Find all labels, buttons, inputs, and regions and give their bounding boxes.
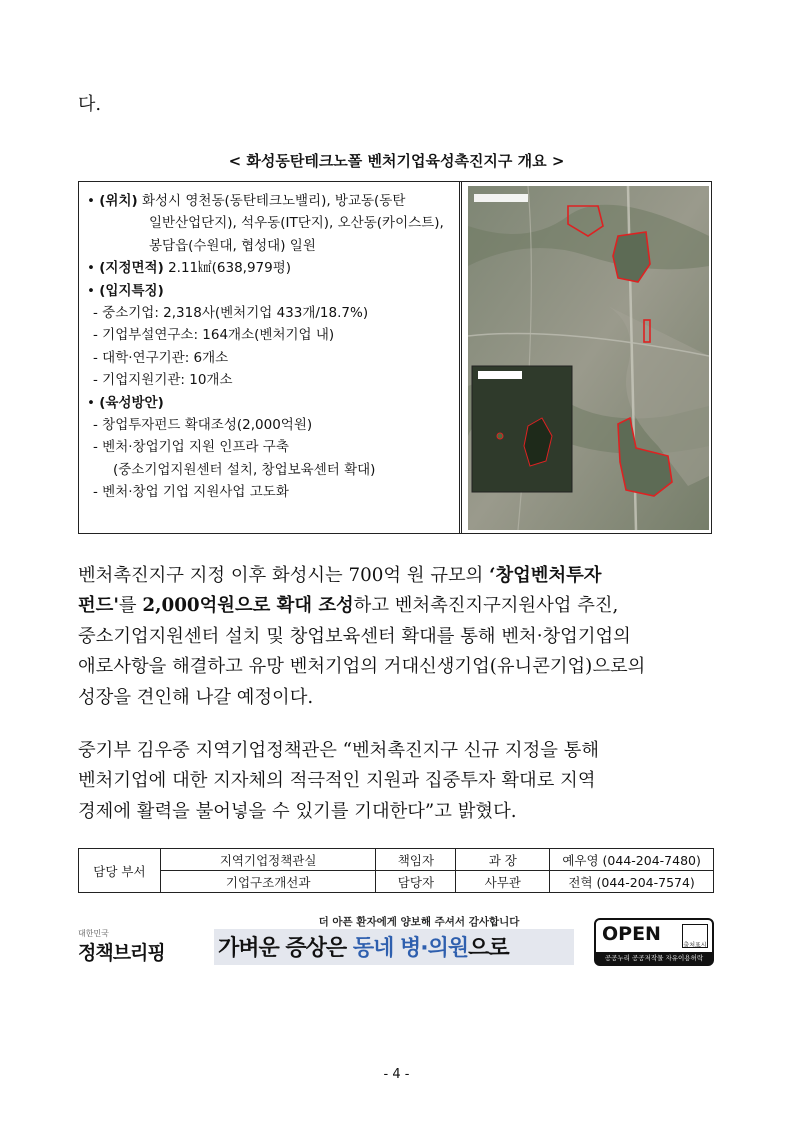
overview-text-panel [79, 182, 462, 533]
open-license-badge [594, 918, 714, 966]
dept-label: 담당 부서 [79, 849, 161, 893]
plan-heading: • (육성방안) [87, 394, 164, 411]
location-line2: 일반산업단지), 석우동(IT단지), 오산동(카이스트), [149, 215, 444, 232]
feature-item: - 중소기업: 2,318사(벤처기업 433개/18.7%) [93, 305, 369, 322]
role-label: 담당자 [376, 871, 456, 893]
plan-item: (중소기업지원센터 설치, 창업보육센터 확대) [113, 461, 376, 478]
position-title: 과 장 [456, 849, 550, 871]
attribution-icon: 출처표시 [682, 924, 708, 948]
contact-person: 예우영 (044-204-7480) [550, 849, 714, 871]
role-label: 책임자 [376, 849, 456, 871]
dept-name: 기업구조개선과 [160, 871, 376, 893]
contact-person: 전혁 (044-204-7574) [550, 871, 714, 893]
plan-item: - 창업투자펀드 확대조성(2,000억원) [93, 417, 313, 434]
lead-text: 다. [78, 94, 102, 115]
page-number: - 4 - [383, 1067, 410, 1082]
briefing-logo: 정책브리핑 [78, 942, 165, 964]
feature-item: - 대학·연구기관: 6개소 [93, 349, 229, 366]
banner-tagline: 더 아픈 환자에게 양보해 주셔서 감사합니다 [318, 916, 520, 928]
policy-banner [78, 914, 714, 970]
brand-small-text: 대한민국 [78, 929, 109, 938]
features-heading: • (입지특징) [87, 282, 164, 299]
contact-table [78, 848, 714, 893]
feature-item: - 기업부설연구소: 164개소(벤처기업 내) [93, 327, 335, 344]
plan-item: - 벤처·창업 기업 지원사업 고도화 [93, 484, 289, 501]
feature-item: - 기업지원기관: 10개소 [93, 372, 233, 389]
area-row: • (지정면적) 2.11㎢(638,979평) [87, 260, 292, 277]
location-row: • (위치) 화성시 영천동(동탄테크노밸리), 방교동(동탄 [87, 193, 406, 209]
open-logo-text: OPEN [602, 923, 661, 945]
overview-box [78, 181, 712, 534]
aerial-map-graphic [468, 186, 709, 530]
body-paragraph-1: 벤처촉진지구 지정 이후 화성시는 700억 원 규모의 ‘창업벤처투자 펀드'를 2,000억원으로 확대 조성하고 벤처촉진지구지원사업 추진, 중소기업지원센터 설치 및 창업보육센터 확대를 통해 벤처·창업기업의 애로사항을 해결하고 유망 벤처기업의 거대신생기업(유니콘기업)으로의 성장을 견인해 나갈 예정이다. [78, 565, 646, 708]
district-map-image [468, 186, 709, 530]
banner-headline: 가벼운 증상은 동네 병·의원으로 [218, 936, 509, 961]
body-paragraph-2: 중기부 김우중 지역기업정책관은 “벤처촉진지구 신규 지정을 통해 벤처기업에 대한 지자체의 적극적인 지원과 집중투자 확대로 지역 경제에 활력을 불어넣을 수 있기를 기대한다”고 밝혔다. [78, 740, 600, 822]
position-title: 사무관 [456, 871, 550, 893]
open-license-caption: 공공누리 공공저작물 자유이용허락 [596, 952, 712, 964]
dept-name: 지역기업정책관실 [160, 849, 376, 871]
location-line3: 봉담읍(수원대, 협성대) 일원 [149, 237, 316, 254]
box-title: < 화성동탄테크노폴 벤처기업육성촉진지구 개요 > [228, 152, 565, 170]
plan-item: - 벤처·창업기업 지원 인프라 구축 [93, 439, 289, 456]
